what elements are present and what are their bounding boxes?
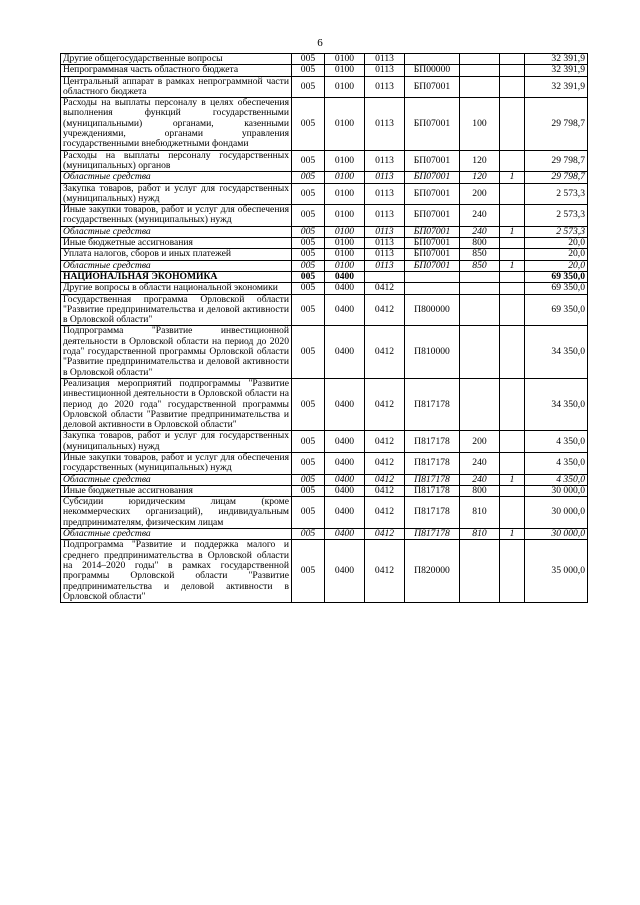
row-department-code: 005: [292, 238, 325, 249]
row-expense-type: 240: [460, 205, 500, 227]
row-section-code: 0400: [325, 326, 365, 378]
row-target-article: БП07001: [405, 249, 460, 260]
table-row: [61, 378, 588, 430]
row-section-code: 0400: [325, 485, 365, 496]
row-section-code: 0100: [325, 150, 365, 172]
row-subsection-code: 0113: [365, 249, 405, 260]
row-target-article: П810000: [405, 326, 460, 378]
row-expense-type: [460, 54, 500, 65]
row-subsection-code: 0113: [365, 54, 405, 65]
row-department-code: 005: [292, 271, 325, 282]
row-amount: 30 000,0: [525, 485, 588, 496]
row-expense-type: 240: [460, 226, 500, 237]
row-expense-type: 240: [460, 474, 500, 485]
row-funding-source: [500, 150, 525, 172]
row-department-code: 005: [292, 540, 325, 603]
row-department-code: 005: [292, 378, 325, 430]
row-expense-type: [460, 326, 500, 378]
table-row: [61, 326, 588, 378]
row-subsection-code: 0113: [365, 150, 405, 172]
row-department-code: 005: [292, 497, 325, 529]
row-amount: 34 350,0: [525, 326, 588, 378]
row-department-code: 005: [292, 150, 325, 172]
page-number: 6: [317, 37, 323, 49]
row-funding-source: 1: [500, 226, 525, 237]
row-description: Расходы на выплаты персоналу в целях обеспечения выполнения функций государственными (муниципальными) органами, казенными учреждениями, органами управления государственными внебюджетными фондами: [61, 98, 292, 150]
row-subsection-code: 0412: [365, 326, 405, 378]
row-expense-type: [460, 540, 500, 603]
row-description: Уплата налогов, сборов и иных платежей: [61, 249, 292, 260]
row-funding-source: [500, 183, 525, 205]
row-section-code: 0100: [325, 172, 365, 183]
row-department-code: 005: [292, 226, 325, 237]
row-department-code: 005: [292, 294, 325, 326]
table-row: [61, 540, 588, 603]
row-department-code: 005: [292, 205, 325, 227]
budget-table-body: [61, 54, 588, 603]
row-description: Центральный аппарат в рамках непрограммной части областного бюджета: [61, 76, 292, 98]
row-subsection-code: 0412: [365, 378, 405, 430]
row-department-code: 005: [292, 249, 325, 260]
row-department-code: 005: [292, 452, 325, 474]
row-expense-type: 810: [460, 497, 500, 529]
row-section-code: 0400: [325, 540, 365, 603]
row-department-code: 005: [292, 65, 325, 76]
row-subsection-code: 0412: [365, 294, 405, 326]
row-amount: 35 000,0: [525, 540, 588, 603]
row-amount: 34 350,0: [525, 378, 588, 430]
row-funding-source: [500, 283, 525, 294]
row-target-article: БП00000: [405, 65, 460, 76]
row-target-article: БП07001: [405, 238, 460, 249]
row-target-article: БП07001: [405, 76, 460, 98]
row-department-code: 005: [292, 474, 325, 485]
row-funding-source: [500, 540, 525, 603]
row-department-code: 005: [292, 76, 325, 98]
table-row: [61, 65, 588, 76]
row-funding-source: [500, 294, 525, 326]
row-funding-source: 1: [500, 172, 525, 183]
row-target-article: П820000: [405, 540, 460, 603]
row-description: Закупка товаров, работ и услуг для государственных (муниципальных) нужд: [61, 183, 292, 205]
row-department-code: 005: [292, 98, 325, 150]
table-row: [61, 271, 588, 282]
row-amount: 30 000,0: [525, 529, 588, 540]
row-description: Иные закупки товаров, работ и услуг для обеспечения государственных (муниципальных) нужд: [61, 452, 292, 474]
row-expense-type: 800: [460, 485, 500, 496]
row-target-article: П817178: [405, 431, 460, 453]
row-subsection-code: 0113: [365, 172, 405, 183]
row-funding-source: 1: [500, 474, 525, 485]
row-description: Иные закупки товаров, работ и услуг для обеспечения государственных (муниципальных) нужд: [61, 205, 292, 227]
row-section-code: 0100: [325, 226, 365, 237]
row-description: Подпрограмма "Развитие инвестиционной деятельности в Орловской области на период до 2020 года" государственной программы Орловской области "Развитие предпринимательства и деловой активности в Орловской области": [61, 326, 292, 378]
row-funding-source: [500, 431, 525, 453]
row-amount: 32 391,9: [525, 54, 588, 65]
row-target-article: [405, 54, 460, 65]
row-expense-type: 100: [460, 98, 500, 150]
row-target-article: БП07001: [405, 183, 460, 205]
row-target-article: БП07001: [405, 260, 460, 271]
row-description: Иные бюджетные ассигнования: [61, 238, 292, 249]
row-description: Реализация мероприятий подпрограммы "Развитие инвестиционной деятельности в Орловской области на период до 2020 года" государственной программы Орловской области "Развитие предпринимательства и деловой активности в Орловской области": [61, 378, 292, 430]
table-row: [61, 529, 588, 540]
row-target-article: БП07001: [405, 172, 460, 183]
table-row: [61, 172, 588, 183]
row-amount: 32 391,9: [525, 65, 588, 76]
row-target-article: БП07001: [405, 150, 460, 172]
row-subsection-code: 0412: [365, 474, 405, 485]
row-section-code: 0400: [325, 271, 365, 282]
row-subsection-code: 0113: [365, 183, 405, 205]
row-amount: 69 350,0: [525, 294, 588, 326]
row-subsection-code: 0412: [365, 529, 405, 540]
table-row: [61, 485, 588, 496]
row-department-code: 005: [292, 485, 325, 496]
row-subsection-code: 0113: [365, 98, 405, 150]
row-amount: 4 350,0: [525, 452, 588, 474]
row-subsection-code: 0113: [365, 260, 405, 271]
row-description: Другие вопросы в области национальной экономики: [61, 283, 292, 294]
row-section-code: 0100: [325, 65, 365, 76]
row-target-article: П817178: [405, 497, 460, 529]
row-subsection-code: 0412: [365, 431, 405, 453]
row-section-code: 0100: [325, 249, 365, 260]
row-funding-source: [500, 249, 525, 260]
row-target-article: БП07001: [405, 98, 460, 150]
row-funding-source: [500, 65, 525, 76]
row-target-article: П800000: [405, 294, 460, 326]
row-funding-source: [500, 76, 525, 98]
row-funding-source: [500, 238, 525, 249]
row-amount: 29 798,7: [525, 172, 588, 183]
row-section-code: 0400: [325, 529, 365, 540]
table-row: [61, 431, 588, 453]
row-subsection-code: 0412: [365, 485, 405, 496]
row-subsection-code: [365, 271, 405, 282]
row-description: Закупка товаров, работ и услуг для государственных (муниципальных) нужд: [61, 431, 292, 453]
row-description: Государственная программа Орловской области "Развитие предпринимательства и деловой активности в Орловской области": [61, 294, 292, 326]
row-funding-source: [500, 271, 525, 282]
row-section-code: 0400: [325, 294, 365, 326]
row-target-article: П817178: [405, 529, 460, 540]
row-funding-source: [500, 497, 525, 529]
row-section-code: 0400: [325, 283, 365, 294]
row-funding-source: [500, 326, 525, 378]
row-expense-type: 850: [460, 260, 500, 271]
row-expense-type: [460, 378, 500, 430]
row-section-code: 0400: [325, 431, 365, 453]
row-expense-type: 120: [460, 150, 500, 172]
row-target-article: [405, 271, 460, 282]
table-row: [61, 497, 588, 529]
table-row: [61, 76, 588, 98]
row-description: Субсидии юридическим лицам (кроме некоммерческих организаций), индивидуальным предпринимателям, физическим лицам: [61, 497, 292, 529]
row-amount: 30 000,0: [525, 497, 588, 529]
row-section-code: 0100: [325, 183, 365, 205]
row-description: Областные средства: [61, 260, 292, 271]
row-subsection-code: 0412: [365, 540, 405, 603]
row-section-code: 0100: [325, 205, 365, 227]
row-funding-source: 1: [500, 260, 525, 271]
row-section-code: 0100: [325, 76, 365, 98]
row-description: Областные средства: [61, 529, 292, 540]
row-funding-source: [500, 98, 525, 150]
row-funding-source: [500, 378, 525, 430]
row-department-code: 005: [292, 326, 325, 378]
row-target-article: П817178: [405, 485, 460, 496]
row-expense-type: 850: [460, 249, 500, 260]
row-amount: 2 573,3: [525, 205, 588, 227]
row-subsection-code: 0412: [365, 452, 405, 474]
row-target-article: П817178: [405, 474, 460, 485]
row-funding-source: [500, 452, 525, 474]
table-row: [61, 238, 588, 249]
row-department-code: 005: [292, 172, 325, 183]
table-row: [61, 54, 588, 65]
row-expense-type: [460, 294, 500, 326]
row-expense-type: 200: [460, 431, 500, 453]
row-subsection-code: 0412: [365, 283, 405, 294]
row-department-code: 005: [292, 529, 325, 540]
row-section-code: 0100: [325, 238, 365, 249]
row-section-code: 0100: [325, 260, 365, 271]
row-expense-type: 810: [460, 529, 500, 540]
row-subsection-code: 0113: [365, 65, 405, 76]
row-section-code: 0100: [325, 54, 365, 65]
row-description: НАЦИОНАЛЬНАЯ ЭКОНОМИКА: [61, 271, 292, 282]
budget-table: [60, 53, 588, 603]
row-amount: 20,0: [525, 238, 588, 249]
table-row: [61, 474, 588, 485]
row-expense-type: [460, 65, 500, 76]
row-amount: 29 798,7: [525, 150, 588, 172]
row-section-code: 0400: [325, 378, 365, 430]
row-amount: 4 350,0: [525, 431, 588, 453]
row-amount: 2 573,3: [525, 226, 588, 237]
table-row: [61, 249, 588, 260]
row-subsection-code: 0113: [365, 205, 405, 227]
row-expense-type: 800: [460, 238, 500, 249]
row-description: Подпрограмма "Развитие и поддержка малого и среднего предпринимательства в Орловской области на 2014–2020 годы" в рамках государственной программы Орловской области "Развитие предпринимательства и деловой активности в Орловской области": [61, 540, 292, 603]
row-description: Другие общегосударственные вопросы: [61, 54, 292, 65]
row-subsection-code: 0113: [365, 226, 405, 237]
row-expense-type: [460, 283, 500, 294]
table-row: [61, 260, 588, 271]
row-subsection-code: 0113: [365, 238, 405, 249]
row-amount: 32 391,9: [525, 76, 588, 98]
table-row: [61, 294, 588, 326]
row-expense-type: 240: [460, 452, 500, 474]
row-amount: 29 798,7: [525, 98, 588, 150]
row-funding-source: 1: [500, 529, 525, 540]
row-expense-type: [460, 271, 500, 282]
row-department-code: 005: [292, 54, 325, 65]
row-target-article: [405, 283, 460, 294]
row-subsection-code: 0113: [365, 76, 405, 98]
row-funding-source: [500, 205, 525, 227]
table-row: [61, 226, 588, 237]
row-section-code: 0400: [325, 497, 365, 529]
row-description: Непрограммная часть областного бюджета: [61, 65, 292, 76]
row-department-code: 005: [292, 283, 325, 294]
row-amount: 20,0: [525, 249, 588, 260]
row-expense-type: 200: [460, 183, 500, 205]
row-amount: 2 573,3: [525, 183, 588, 205]
row-funding-source: [500, 54, 525, 65]
row-description: Расходы на выплаты персоналу государственных (муниципальных) органов: [61, 150, 292, 172]
table-row: [61, 283, 588, 294]
row-target-article: БП07001: [405, 205, 460, 227]
row-target-article: П817178: [405, 378, 460, 430]
row-target-article: БП07001: [405, 226, 460, 237]
table-row: [61, 150, 588, 172]
table-row: [61, 183, 588, 205]
row-amount: 4 350,0: [525, 474, 588, 485]
row-amount: 69 350,0: [525, 271, 588, 282]
row-target-article: П817178: [405, 452, 460, 474]
row-department-code: 005: [292, 183, 325, 205]
row-funding-source: [500, 485, 525, 496]
row-description: Областные средства: [61, 474, 292, 485]
row-description: Иные бюджетные ассигнования: [61, 485, 292, 496]
table-row: [61, 452, 588, 474]
table-row: [61, 205, 588, 227]
row-department-code: 005: [292, 431, 325, 453]
table-row: [61, 98, 588, 150]
row-department-code: 005: [292, 260, 325, 271]
row-section-code: 0400: [325, 474, 365, 485]
row-subsection-code: 0412: [365, 497, 405, 529]
row-description: Областные средства: [61, 226, 292, 237]
row-section-code: 0400: [325, 452, 365, 474]
row-expense-type: 120: [460, 172, 500, 183]
row-description: Областные средства: [61, 172, 292, 183]
row-amount: 20,0: [525, 260, 588, 271]
row-amount: 69 350,0: [525, 283, 588, 294]
row-section-code: 0100: [325, 98, 365, 150]
row-expense-type: [460, 76, 500, 98]
